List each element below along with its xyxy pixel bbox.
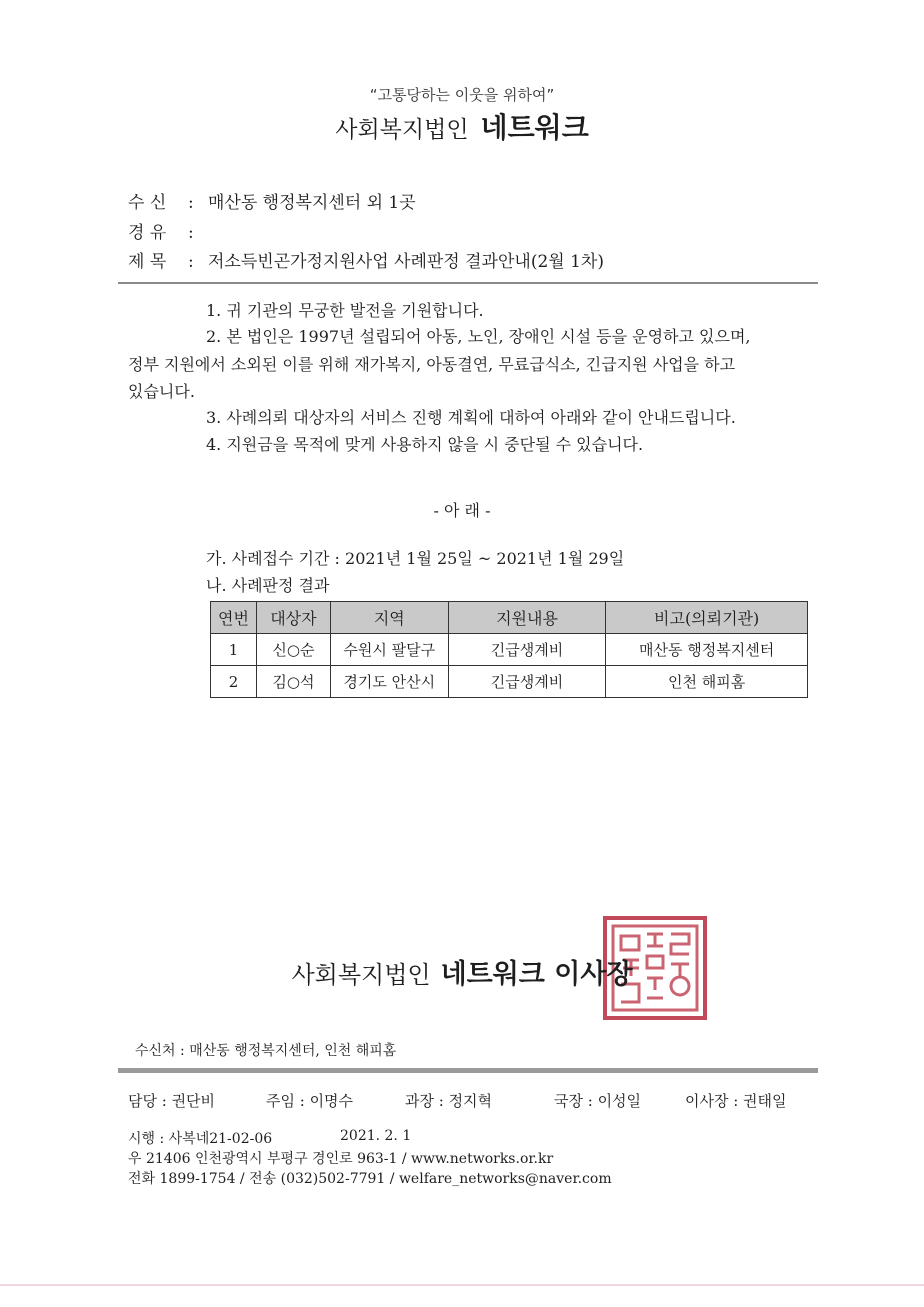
footer-contact: 전화 1899-1754 / 전송 (032)502-7791 / welfare_networks@naver.com xyxy=(128,1171,612,1187)
staff-director: 국장 : 이성일 xyxy=(554,1092,642,1110)
document-number: 시행 : 사복네21-02-06 xyxy=(128,1131,273,1147)
table-cell: 1 xyxy=(211,634,257,666)
table-cell: 수원시 팔달구 xyxy=(330,634,448,666)
staff-in-charge: 담당 : 권단비 xyxy=(128,1092,216,1110)
body-paragraph-2-cont: 정부 지원에서 소외된 이를 위해 재가복지, 아동결연, 무료급식소, 긴급지원 사업을 하고 xyxy=(128,355,736,374)
item-ga: 가. 사례접수 기간 : 2021년 1월 25일 ~ 2021년 1월 29일 xyxy=(206,549,625,568)
meta-subject xyxy=(128,247,604,272)
bottom-edge-line xyxy=(0,1284,924,1286)
signature-title: 네트워크 이사장 xyxy=(440,959,633,990)
notice-heading: - 아 래 - xyxy=(433,501,491,520)
meta-label: 제 목 xyxy=(128,252,167,272)
staff-chairman: 이사장 : 권태일 xyxy=(685,1092,787,1110)
body-paragraph-4: 4. 지원금을 목적에 맞게 사용하지 않을 시 중단될 수 있습니다. xyxy=(206,435,644,454)
item-na: 나. 사례판정 결과 xyxy=(206,576,330,595)
meta-label: 경 유 xyxy=(128,223,167,243)
recipients-list: 수신처 : 매산동 행정복지센터, 인천 해피홈 xyxy=(135,1043,397,1059)
meta-colon: : xyxy=(188,252,194,272)
table-cell: 김○석 xyxy=(256,666,330,698)
column-header: 대상자 xyxy=(256,602,330,634)
table-header-row xyxy=(211,602,808,634)
body-paragraph-2: 2. 본 법인은 1997년 설립되어 아동, 노인, 장애인 시설 등을 운영하고 있으며, xyxy=(206,327,751,346)
meta-colon: : xyxy=(188,223,194,243)
column-header: 연번 xyxy=(211,602,257,634)
table-cell: 매산동 행정복지센터 xyxy=(606,634,808,666)
letterhead-brand: 네트워크 xyxy=(480,111,589,144)
footer-divider xyxy=(118,1068,818,1073)
column-header: 비고(의뢰기관) xyxy=(606,602,808,634)
staff-manager: 과장 : 정지혁 xyxy=(405,1092,493,1110)
meta-via xyxy=(128,218,208,243)
table-cell: 2 xyxy=(211,666,257,698)
results-table xyxy=(210,601,808,698)
table-cell: 신○순 xyxy=(256,634,330,666)
meta-value: 저소득빈곤가정지원사업 사례판정 결과안내(2월 1차) xyxy=(208,252,604,272)
body-paragraph-3: 3. 사례의뢰 대상자의 서비스 진행 계획에 대하여 아래와 같이 안내드립니다. xyxy=(206,408,736,427)
signature-line xyxy=(0,952,924,991)
body-paragraph-1: 1. 귀 기관의 무궁한 발전을 기원합니다. xyxy=(206,301,484,320)
meta-recipient xyxy=(128,188,416,213)
motto: “고통당하는 이웃을 위하여” xyxy=(369,86,555,104)
table-cell: 경기도 안산시 xyxy=(330,666,448,698)
column-header: 지원내용 xyxy=(448,602,606,634)
table-row xyxy=(211,666,808,698)
table-cell: 인천 해피홈 xyxy=(606,666,808,698)
body-paragraph-2-end: 있습니다. xyxy=(128,382,195,401)
document-date: 2021. 2. 1 xyxy=(340,1128,412,1144)
signature-org: 사회복지법인 xyxy=(291,961,431,989)
header-divider xyxy=(118,282,818,284)
staff-assistant: 주임 : 이명수 xyxy=(266,1092,354,1110)
meta-colon: : xyxy=(188,193,194,213)
letterhead-org: 사회복지법인 xyxy=(335,117,469,143)
letterhead xyxy=(0,106,924,146)
column-header: 지역 xyxy=(330,602,448,634)
table-cell: 긴급생계비 xyxy=(448,666,606,698)
table-row xyxy=(211,634,808,666)
meta-label: 수 신 xyxy=(128,193,167,213)
table-cell: 긴급생계비 xyxy=(448,634,606,666)
footer-address: 우 21406 인천광역시 부평구 경인로 963-1 / www.networks.or.kr xyxy=(128,1151,554,1167)
meta-value: 매산동 행정복지센터 외 1곳 xyxy=(208,193,416,213)
